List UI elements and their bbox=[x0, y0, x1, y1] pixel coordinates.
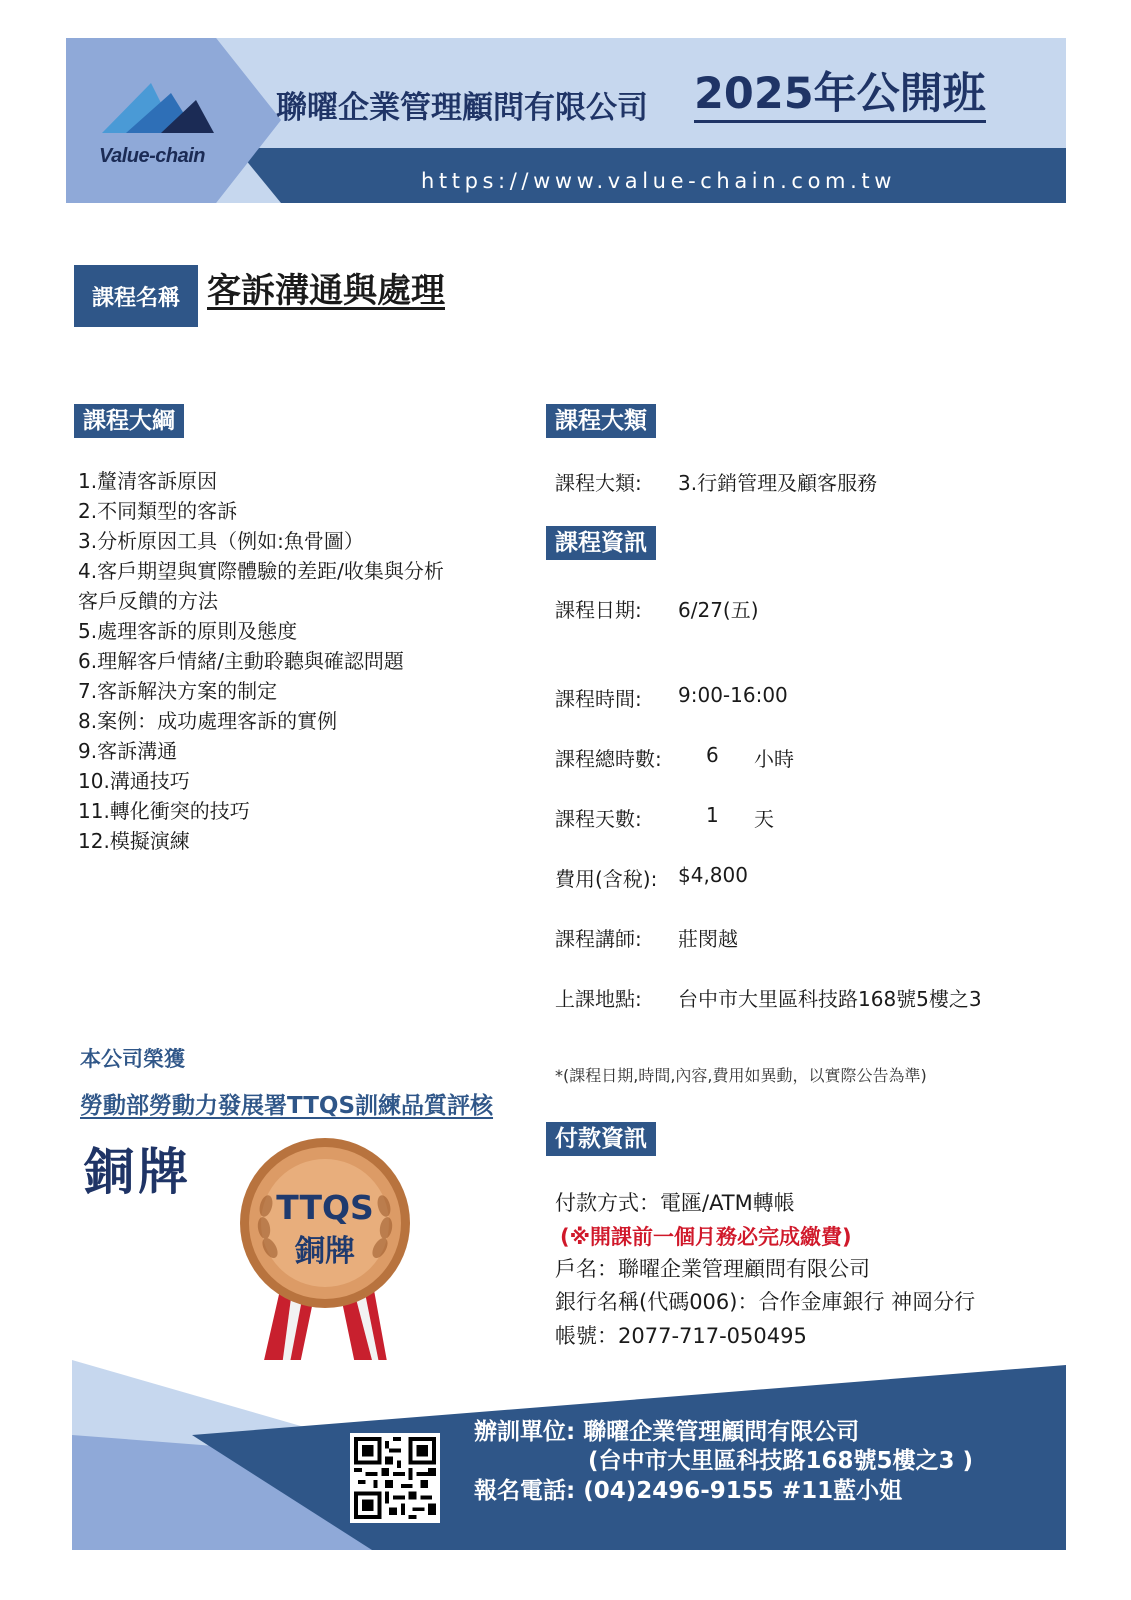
medal-text-ttqs: TTQS bbox=[276, 1188, 374, 1227]
medal-text-bronze: 銅牌 bbox=[295, 1234, 355, 1269]
outline-list bbox=[78, 466, 508, 856]
hours-label: 課程總時數: bbox=[555, 747, 662, 771]
company-title: 聯曜企業管理顧問有限公司 bbox=[276, 90, 648, 126]
registration-phone: 報名電話: (04)2496-9155 #11藍小姐 bbox=[474, 1478, 903, 1504]
hours-row bbox=[555, 743, 794, 772]
course-title: 客訴溝通與處理 bbox=[207, 271, 445, 311]
award-level: 銅牌 bbox=[84, 1143, 192, 1201]
outline-item: 10.溝通技巧 bbox=[78, 769, 190, 793]
page-header bbox=[66, 38, 1066, 203]
location-row bbox=[555, 983, 982, 1012]
qr-code-icon[interactable] bbox=[350, 1433, 440, 1523]
disclaimer-note: *(課程日期,時間,內容,費用如異動，以實際公告為準) bbox=[555, 1066, 927, 1085]
outline-item: 4.客戶期望與實際體驗的差距/收集與分析 bbox=[78, 559, 444, 583]
hours-unit: 小時 bbox=[754, 747, 794, 771]
hours-value: 6 bbox=[706, 743, 719, 767]
outline-item: 1.釐清客訴原因 bbox=[78, 469, 218, 493]
outline-item: 6.理解客戶情緒/主動聆聽與確認問題 bbox=[78, 649, 404, 673]
award-organization: 勞動部勞動力發展署TTQS訓練品質評核 bbox=[80, 1093, 494, 1119]
logo-text: Value-chain bbox=[99, 145, 206, 167]
fee-label: 費用(含稅): bbox=[555, 867, 658, 891]
date-label: 課程日期: bbox=[555, 598, 642, 622]
time-label: 課程時間: bbox=[555, 687, 642, 711]
fee-row bbox=[555, 863, 748, 892]
category-tag: 課程大類 bbox=[546, 404, 656, 438]
outline-item: 11.轉化衝突的技巧 bbox=[78, 799, 250, 823]
teacher-row bbox=[555, 923, 738, 952]
time-value: 9:00-16:00 bbox=[678, 683, 788, 707]
category-row bbox=[555, 467, 878, 496]
website-link[interactable]: https://www.value-chain.com.tw bbox=[421, 169, 896, 193]
course-name-label: 課程名稱 bbox=[74, 265, 198, 327]
payment-tag: 付款資訊 bbox=[546, 1122, 656, 1156]
outline-item: 3.分析原因工具（例如:魚骨圖） bbox=[78, 529, 364, 553]
location-value: 台中市大里區科技路168號5樓之3 bbox=[678, 987, 982, 1011]
category-label: 課程大類: bbox=[555, 471, 642, 495]
year-title: 2025年公開班 bbox=[694, 68, 986, 123]
teacher-label: 課程講師: bbox=[555, 927, 642, 951]
outline-item: 12.模擬演練 bbox=[78, 829, 190, 853]
teacher-value: 莊閔越 bbox=[678, 927, 738, 951]
info-tag: 課程資訊 bbox=[546, 526, 656, 560]
payment-deadline-note: (※開課前一個月務必完成繳費) bbox=[560, 1225, 852, 1249]
outline-tag: 課程大綱 bbox=[74, 404, 184, 438]
days-row bbox=[555, 803, 774, 832]
category-value: 3.行銷管理及顧客服務 bbox=[678, 471, 878, 495]
time-row bbox=[555, 683, 788, 712]
date-value: 6/27(五) bbox=[678, 598, 759, 622]
outline-item: 客戶反饋的方法 bbox=[78, 589, 218, 613]
outline-item: 8.案例：成功處理客訴的實例 bbox=[78, 709, 338, 733]
location-label: 上課地點: bbox=[555, 987, 642, 1011]
days-unit: 天 bbox=[754, 807, 774, 831]
days-label: 課程天數: bbox=[555, 807, 642, 831]
award-intro: 本公司榮獲 bbox=[80, 1047, 185, 1071]
account-name: 戶名：聯曜企業管理顧問有限公司 bbox=[555, 1257, 870, 1281]
bank-name: 銀行名稱(代碼006)：合作金庫銀行 神岡分行 bbox=[555, 1290, 976, 1314]
outline-item: 5.處理客訴的原則及態度 bbox=[78, 619, 298, 643]
outline-item: 2.不同類型的客訴 bbox=[78, 499, 238, 523]
account-number: 帳號：2077-717-050495 bbox=[555, 1324, 807, 1348]
fee-value: $4,800 bbox=[678, 863, 748, 887]
organizer-text: 辦訓單位: 聯曜企業管理顧問有限公司 bbox=[474, 1419, 860, 1445]
date-row bbox=[555, 594, 759, 623]
days-value: 1 bbox=[706, 803, 719, 827]
outline-item: 9.客訴溝通 bbox=[78, 739, 178, 763]
payment-method: 付款方式：電匯/ATM轉帳 bbox=[555, 1191, 795, 1215]
outline-item: 7.客訴解決方案的制定 bbox=[78, 679, 278, 703]
organizer-address: (台中市大里區科技路168號5樓之3 ) bbox=[588, 1448, 974, 1474]
